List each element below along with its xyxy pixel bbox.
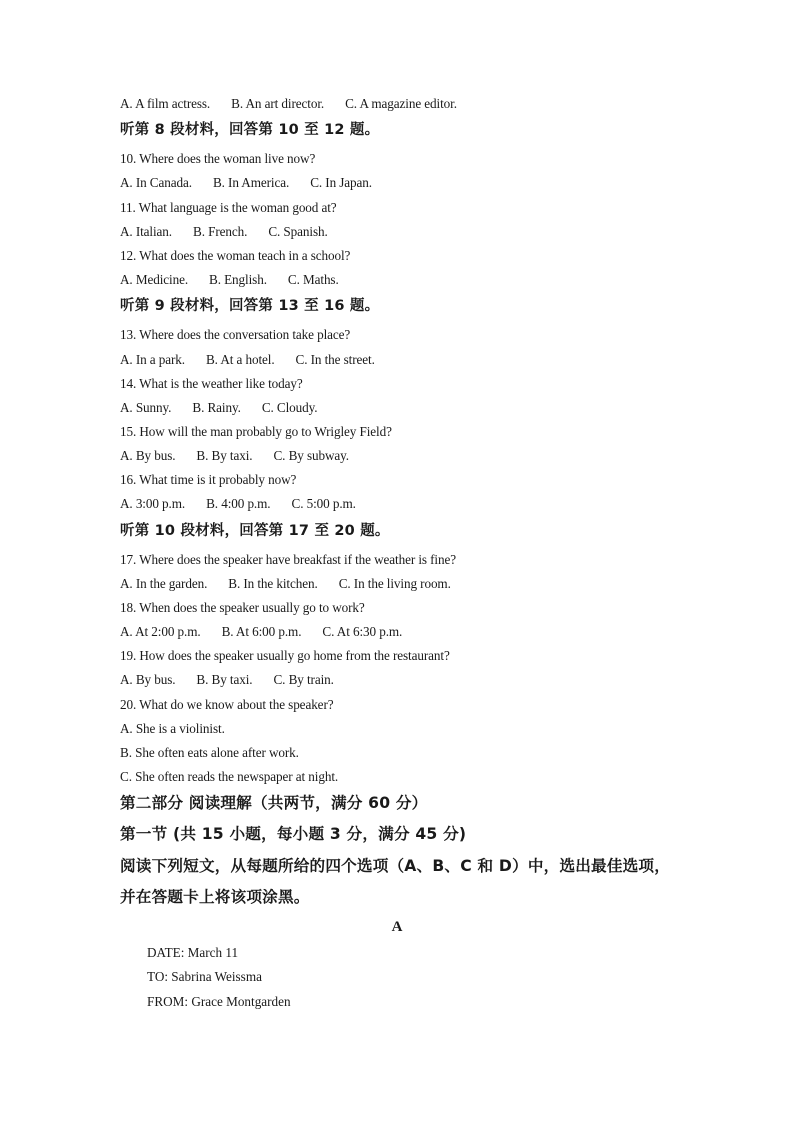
q20-option-b: B. She often eats alone after work. (120, 745, 299, 760)
passage-label: A (391, 919, 403, 935)
question-13: 13. Where does the conversation take place? (120, 327, 351, 342)
q20-option-c: C. She often reads the newspaper at night. (120, 769, 339, 784)
memo-from: FROM: Grace Montgarden (147, 994, 291, 1009)
option: C. By train. (273, 672, 334, 687)
option: C. A magazine editor. (345, 96, 457, 111)
option: B. An art director. (231, 96, 325, 111)
q15-options (120, 448, 349, 464)
q19-options (120, 672, 334, 688)
question-20: 20. What do we know about the speaker? (120, 697, 334, 712)
option: C. In the living room. (338, 576, 451, 591)
option: C. Maths. (287, 272, 339, 287)
option: C. In the street. (295, 352, 375, 367)
q17-options (120, 576, 451, 592)
option: B. By taxi. (196, 448, 253, 463)
part-2-section-1: 第一节 (共 15 小题，每小题 3 分，满分 45 分) (120, 825, 467, 843)
option: B. 4:00 p.m. (206, 496, 271, 511)
option: B. At a hotel. (205, 352, 275, 367)
option: C. Spanish. (268, 224, 328, 239)
question-10: 10. Where does the woman live now? (120, 151, 316, 166)
option: A. By bus. (120, 448, 176, 463)
question-19: 19. How does the speaker usually go home from the restaurant? (120, 648, 450, 663)
question-14: 14. What is the weather like today? (120, 376, 303, 391)
option: A. 3:00 p.m. (120, 496, 186, 511)
option: B. English. (209, 272, 267, 287)
section-8-heading: 听第 8 段材料，回答第 10 至 12 题。 (120, 122, 380, 138)
q10-options (120, 175, 372, 191)
memo-to: TO: Sabrina Weissma (147, 969, 262, 984)
question-18: 18. When does the speaker usually go to work? (120, 600, 365, 615)
question-11: 11. What language is the woman good at? (120, 200, 337, 215)
question-17: 17. Where does the speaker have breakfast if the weather is fine? (120, 552, 456, 567)
option: A. Medicine. (120, 272, 189, 287)
option: C. At 6:30 p.m. (322, 624, 403, 639)
option: B. In the kitchen. (228, 576, 318, 591)
option: B. At 6:00 p.m. (221, 624, 302, 639)
option: C. 5:00 p.m. (291, 496, 356, 511)
option: C. Cloudy. (261, 400, 318, 415)
option: B. In America. (212, 175, 290, 190)
option: C. In Japan. (310, 175, 372, 190)
option: A. In the garden. (120, 576, 208, 591)
option: A. In a park. (120, 352, 185, 367)
question-12: 12. What does the woman teach in a school? (120, 248, 351, 263)
q14-options (120, 400, 317, 416)
option: A. Italian. (120, 224, 172, 239)
q9-options (120, 96, 457, 112)
q16-options (120, 496, 356, 512)
option: A. A film actress. (120, 96, 211, 111)
q20-option-a: A. She is a violinist. (120, 721, 225, 736)
instruction-line-2: 并在答题卡上将该项涂黑。 (120, 888, 310, 906)
question-16: 16. What time is it probably now? (120, 472, 297, 487)
memo-date: DATE: March 11 (147, 945, 239, 960)
option: A. Sunny. (120, 400, 172, 415)
q18-options (120, 624, 402, 640)
option: A. By bus. (120, 672, 176, 687)
option: B. Rainy. (192, 400, 241, 415)
option: C. By subway. (273, 448, 349, 463)
option: A. At 2:00 p.m. (120, 624, 201, 639)
q12-options (120, 272, 339, 288)
option: B. French. (193, 224, 248, 239)
section-10-heading: 听第 10 段材料，回答第 17 至 20 题。 (120, 523, 390, 539)
section-9-heading: 听第 9 段材料，回答第 13 至 16 题。 (120, 298, 380, 314)
option: A. In Canada. (120, 175, 192, 190)
question-15: 15. How will the man probably go to Wrigley Field? (120, 424, 392, 439)
part-2-title: 第二部分 阅读理解（共两节，满分 60 分） (120, 794, 428, 812)
option: B. By taxi. (196, 672, 253, 687)
q13-options (120, 352, 375, 368)
q11-options (120, 224, 328, 240)
instruction-line-1: 阅读下列短文，从每题所给的四个选项（A、B、C 和 D）中，选出最佳选项， (120, 857, 671, 875)
